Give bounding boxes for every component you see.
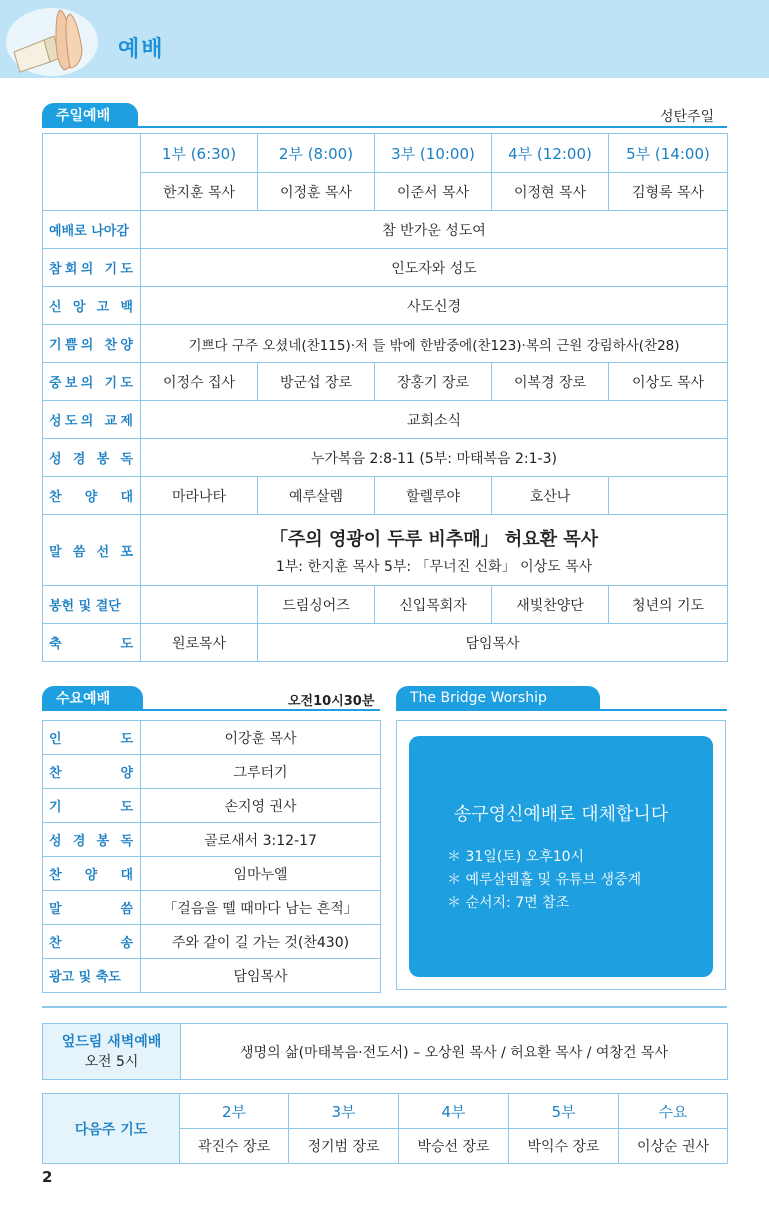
row-label: 예배로 나아감: [43, 211, 141, 249]
row-label: 참 회 의 기 도: [49, 262, 133, 277]
offering-2: 드림싱어즈: [258, 586, 375, 624]
row-value: 골로새서 3:12-17: [141, 823, 381, 857]
call-to-worship-row: [43, 211, 728, 249]
repentance-row: [43, 249, 728, 287]
row-label: 성 도 의 교 제: [49, 414, 133, 429]
sunday-occasion-note: 성탄주일: [660, 109, 715, 125]
next-prayer-name: 곽진수 장로: [180, 1129, 289, 1164]
sunday-tab-underline: [42, 126, 727, 128]
row-label: 중 보 의 기 도: [49, 376, 133, 391]
row-label: 성 경 봉 독: [49, 834, 133, 849]
wednesday-row: [43, 959, 381, 993]
corner-cell: [43, 134, 141, 211]
bridge-notice-title: 송구영신예배로 대체합니다: [453, 804, 669, 825]
service-pastor-2: 이정훈 목사: [258, 173, 375, 211]
wednesday-worship-tab: 수요예배: [42, 686, 143, 710]
page-title: 예배: [118, 37, 165, 62]
row-label: 광고 및 축도: [43, 959, 141, 993]
row-label: 찬 양: [49, 766, 133, 781]
choir-1: 마라나타: [141, 477, 258, 515]
row-label: 찬 양 대: [49, 490, 133, 505]
row-value: 인도자와 성도: [141, 249, 728, 287]
bridge-notice-card: [409, 736, 713, 977]
wednesday-row: [43, 755, 381, 789]
row-value: 기쁘다 구주 오셨네(찬115)·저 들 밖에 한밤중에(찬123)·복의 근원 강림하사(찬28): [141, 325, 728, 363]
bridge-notice-item: ＊ 예루살렘홀 및 유튜브 생중계: [447, 872, 642, 888]
offering-row: [43, 586, 728, 624]
service-pastor-row: [43, 173, 728, 211]
wednesday-row: [43, 721, 381, 755]
offering-3: 신입목회자: [375, 586, 492, 624]
next-prayer-table: [42, 1093, 728, 1164]
next-prayer-label: 다음주 기도: [43, 1094, 180, 1164]
service-pastor-5: 김형록 목사: [609, 173, 728, 211]
row-label: 기 도: [49, 800, 133, 815]
service-pastor-3: 이준서 목사: [375, 173, 492, 211]
choir-row: [43, 477, 728, 515]
row-label: 신 앙 고 백: [49, 300, 133, 315]
sermon-row: [43, 515, 728, 586]
next-prayer-name: 박승선 장로: [399, 1129, 509, 1164]
service-time-4: 4부 (12:00): [492, 134, 609, 173]
offering-4: 새빛찬양단: [492, 586, 609, 624]
dawn-worship-value: 생명의 삶(마태복음·전도서) – 오상원 목사 / 허요환 목사 / 여창건 목사: [181, 1024, 728, 1080]
offering-1: [141, 586, 258, 624]
service-pastor-1: 한지훈 목사: [141, 173, 258, 211]
benediction-rest: 담임목사: [258, 624, 728, 662]
choir-5: [609, 477, 728, 515]
praise-row: [43, 325, 728, 363]
wednesday-tab-underline: [42, 709, 380, 711]
row-label: 찬 양 대: [49, 868, 133, 883]
row-value: 사도신경: [141, 287, 728, 325]
sermon-title: 「주의 영광이 두루 비추매」 허요환 목사: [269, 528, 599, 550]
next-prayer-header-row: [43, 1094, 728, 1129]
scripture-row: [43, 439, 728, 477]
dawn-worship-name: 엎드림 새벽예배: [61, 1033, 162, 1050]
row-value: 주와 같이 길 가는 것(찬430): [141, 925, 381, 959]
row-value: 누가복음 2:8-11 (5부: 마태복음 2:1-3): [141, 439, 728, 477]
row-value: 「걸음을 뗄 때마다 남는 흔적」: [141, 891, 381, 925]
intercessor-2: 방군섭 장로: [258, 363, 375, 401]
praying-bible-icon: [4, 2, 100, 76]
row-label: 찬 송: [49, 936, 133, 951]
creed-row: [43, 287, 728, 325]
intercession-row: [43, 363, 728, 401]
section-divider: [42, 1006, 727, 1008]
row-value: 임마누엘: [141, 857, 381, 891]
bridge-worship-panel: [396, 720, 726, 990]
row-label: 기 쁨 의 찬 양: [49, 338, 133, 353]
bridge-tab-underline: [396, 709, 727, 711]
next-prayer-name: 박익수 장로: [509, 1129, 619, 1164]
service-time-5: 5부 (14:00): [609, 134, 728, 173]
choir-4: 호산나: [492, 477, 609, 515]
dawn-worship-table: [42, 1023, 728, 1080]
row-value: 참 반가운 성도여: [141, 211, 728, 249]
next-prayer-service: 2부: [180, 1094, 289, 1129]
next-prayer-service: 5부: [509, 1094, 619, 1129]
bridge-notice-item: ＊ 순서지: 7면 참조: [447, 895, 570, 911]
bridge-worship-tab: The Bridge Worship: [396, 686, 600, 710]
service-time-2: 2부 (8:00): [258, 134, 375, 173]
next-prayer-service: 4부: [399, 1094, 509, 1129]
next-prayer-service: 3부: [289, 1094, 399, 1129]
row-value: 그루터기: [141, 755, 381, 789]
row-value: 손지영 권사: [141, 789, 381, 823]
choir-2: 예루살렘: [258, 477, 375, 515]
choir-3: 할렐루야: [375, 477, 492, 515]
wednesday-row: [43, 789, 381, 823]
row-value: 담임목사: [141, 959, 381, 993]
intercessor-3: 장홍기 장로: [375, 363, 492, 401]
bridge-notice-item: ＊ 31일(토) 오후10시: [447, 849, 585, 865]
service-time-3: 3부 (10:00): [375, 134, 492, 173]
header-banner: [0, 0, 769, 78]
row-label: 봉헌 및 결단: [43, 586, 141, 624]
dawn-worship-time: 오전 5시: [84, 1053, 139, 1070]
row-label: 축 도: [49, 637, 133, 652]
wednesday-row: [43, 925, 381, 959]
sunday-worship-table: [42, 133, 728, 662]
dawn-worship-label: [43, 1024, 181, 1080]
benediction-first: 원로목사: [141, 624, 258, 662]
intercessor-4: 이복경 장로: [492, 363, 609, 401]
wednesday-row: [43, 891, 381, 925]
row-value: 교회소식: [141, 401, 728, 439]
wednesday-time: 오전10시30분: [288, 694, 375, 709]
next-prayer-service: 수요: [619, 1094, 728, 1129]
service-time-1: 1부 (6:30): [141, 134, 258, 173]
intercessor-1: 이정수 집사: [141, 363, 258, 401]
row-label: 말 씀 선 포: [49, 544, 133, 560]
row-value: 이강훈 목사: [141, 721, 381, 755]
bridge-notice-list: [447, 846, 641, 915]
sermon-cell: [141, 515, 728, 586]
offering-5: 청년의 기도: [609, 586, 728, 624]
next-prayer-name: 이상순 권사: [619, 1129, 728, 1164]
intercessor-5: 이상도 목사: [609, 363, 728, 401]
wednesday-row: [43, 857, 381, 891]
page-number: 2: [42, 1168, 53, 1186]
service-time-row: [43, 134, 728, 173]
row-label: 인 도: [49, 732, 133, 747]
wednesday-worship-table: [42, 720, 381, 993]
sermon-subtitle: 1부: 한지훈 목사 5부: 「무너진 신화」 이상도 목사: [275, 558, 593, 575]
benediction-row: [43, 624, 728, 662]
next-prayer-name: 정기범 장로: [289, 1129, 399, 1164]
service-pastor-4: 이정현 목사: [492, 173, 609, 211]
fellowship-row: [43, 401, 728, 439]
sunday-worship-tab: 주일예배: [42, 103, 138, 127]
wednesday-row: [43, 823, 381, 857]
row-label: 말 씀: [49, 902, 133, 917]
dawn-worship-row: [43, 1024, 728, 1080]
row-label: 성 경 봉 독: [49, 452, 133, 467]
